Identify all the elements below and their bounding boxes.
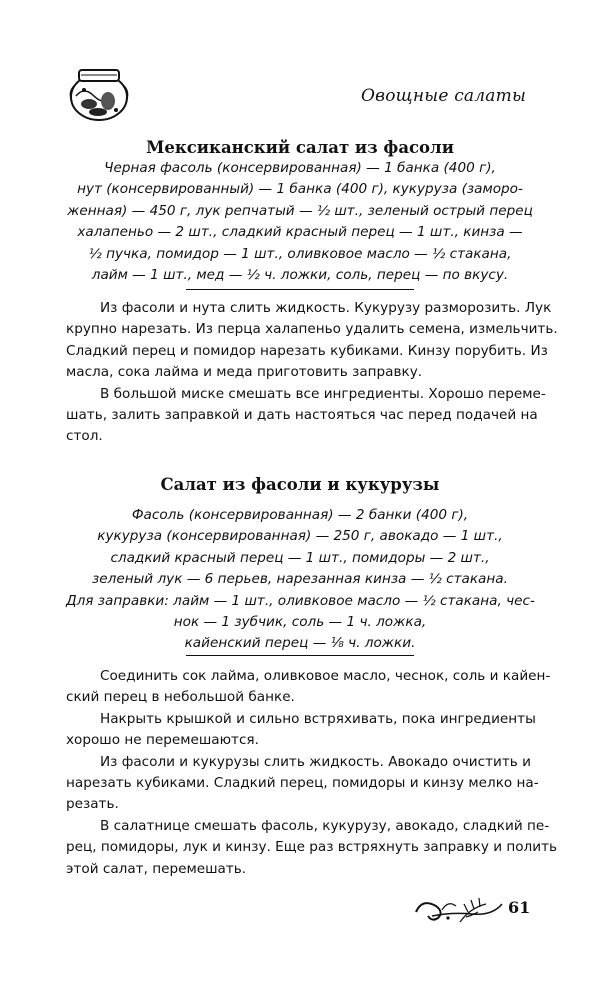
ingredient-line: халапеньо — 2 шт., сладкий красный перец — 1 шт., кинза — [77,224,523,241]
ingredient-line: зеленый лук — 6 перьев, нарезанная кинза — ½ стакана. [92,571,508,588]
text-line: масла, сока лайма и меда приготовить заправку. [66,364,423,381]
ingredient-line: Черная фасоль (консервированная) — 1 банка (400 г), [104,160,496,176]
text-line: рец, помидоры, лук и кинзу. Еще раз встряхнуть заправку и полить [66,839,558,856]
ingredient-line: кайенский перец — ⅛ ч. ложки. [184,635,416,652]
text-line: нарезать кубиками. Сладкий перец, помидоры и кинзу мелко на- [66,775,539,792]
pickle-jar-icon [66,66,132,124]
ingredient-line: нок — 1 зубчик, соль — 1 ч. ложка, [173,614,427,631]
section-divider [186,289,414,290]
text-line: В салатнице смешать фасоль, кукурузу, авокадо, сладкий пе- [100,817,550,834]
running-head: Овощные салаты [361,86,526,106]
text-line: этой салат, перемешать. [66,860,247,877]
section-divider [186,655,414,656]
text-line: хорошо не перемешаются. [66,732,259,749]
instruction-paragraph [66,709,534,752]
ingredient-line: сладкий красный перец — 1 шт., помидоры — 2 шт., [110,549,490,566]
ingredient-line: Для заправки: лайм — 1 шт., оливковое масло — ½ стакана, чес- [66,592,535,609]
text-line: Накрыть крышкой и сильно встряхивать, пока ингредиенты [100,710,536,727]
text-line: стол. [66,428,103,445]
ingredient-line: лайм — 1 шт., мед — ½ ч. ложки, соль, перец — по вкусу. [91,267,509,284]
text-line: В большой миске смешать все ингредиенты. Хорошо переме- [100,385,546,402]
floral-ornament-icon [412,882,504,932]
text-line: ский перец в небольшой банке. [66,689,295,706]
ingredient-line: ½ пучка, помидор — 1 шт., оливковое масло — ½ стакана, [88,245,512,262]
page-number: 61 [508,898,531,917]
ingredient-line: Фасоль (консервированная) — 2 банки (400 г), [131,507,469,523]
ingredient-line: женная) — 450 г, лук репчатый — ½ шт., зеленый острый перец [67,202,533,219]
instruction-paragraph [66,666,551,709]
ingredients-block [66,158,534,286]
instruction-paragraph [66,816,558,880]
text-line: Из фасоли и нута слить жидкость. Кукурузу разморозить. Лук [100,300,552,316]
recipe-title: Мексиканский салат из фасоли [146,138,454,157]
instructions-block [66,298,558,448]
ingredient-line: нут (консервированный) — 1 банка (400 г), кукуруза (заморо- [77,181,523,198]
text-line: Из фасоли и кукурузы слить жидкость. Авокадо очистить и [100,753,531,770]
recipe-title: Салат из фасоли и кукурузы [160,475,440,494]
text-line: резать. [66,796,119,813]
text-line: крупно нарезать. Из перца халапеньо удалить семена, измельчить. [66,321,558,338]
instruction-paragraph [66,752,539,816]
instruction-paragraph [66,298,558,384]
text-line: Соединить сок лайма, оливковое масло, чеснок, соль и кайен- [100,668,551,684]
instruction-paragraph [66,384,546,448]
ingredients-block [66,505,534,655]
text-line: Сладкий перец и помидор нарезать кубиками. Кинзу порубить. Из [66,342,548,359]
ingredient-line: кукуруза (консервированная) — 250 г, авокадо — 1 шт., [97,528,503,545]
text-line: шать, залить заправкой и дать настояться час перед подачей на [66,407,538,424]
instructions-block [66,666,558,880]
